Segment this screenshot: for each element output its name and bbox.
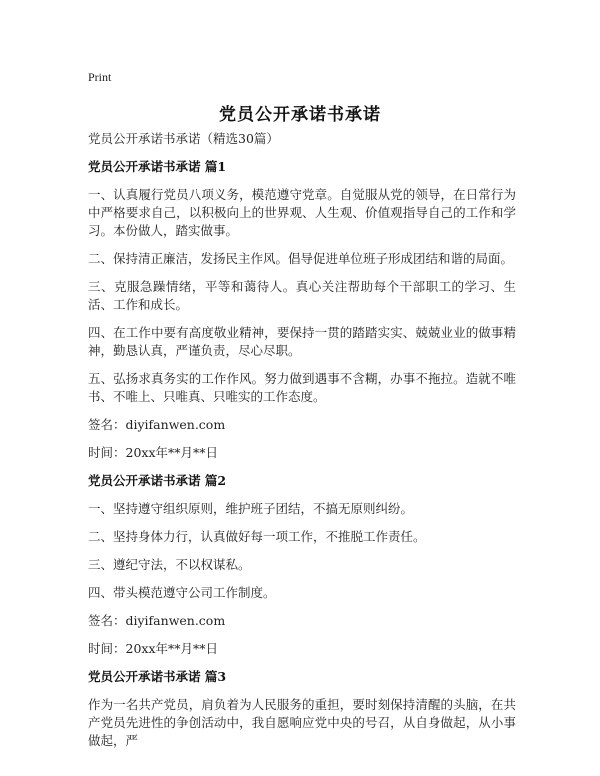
page-title: 党员公开承诺书承诺	[219, 105, 381, 125]
paragraph: 二、坚持身体力行，认真做好每一项工作，不推脱工作责任。	[88, 529, 426, 544]
section-heading: 党员公开承诺书承诺 篇2	[88, 473, 227, 488]
paragraph: 一、坚持遵守组织原则，维护班子团结，不搞无原则纠纷。	[88, 501, 414, 516]
section-1	[88, 158, 516, 462]
paragraph: 四、在工作中要有高度敬业精神，要保持一贯的踏踏实实、兢兢业业的做事精神，勤恳认真，严谨负责，尽心尽职。	[88, 325, 516, 358]
section-heading: 党员公开承诺书承诺 篇1	[88, 159, 227, 174]
paragraph: 一、认真履行党员八项义务，模范遵守党章。自觉服从党的领导，在日常行为中严格要求自己，以积极向上的世界观、人生观、价值观指导自己的工作和学习。本份做人，踏实做事。	[88, 187, 516, 238]
signature-line: 签名：diyifanwen.com	[88, 613, 226, 628]
paragraph: 四、带头模范遵守公司工作制度。	[88, 585, 276, 600]
document-body	[88, 130, 516, 760]
paragraph: 三、克服急躁情绪，平等和蔼待人。真心关注帮助每个干部职工的学习、生活、工作和成长。	[88, 279, 516, 312]
section-2	[88, 472, 516, 658]
date-line: 时间：20xx年**月**日	[88, 445, 219, 460]
signature-line: 签名：diyifanwen.com	[88, 417, 226, 432]
section-3	[88, 668, 516, 750]
paragraph: 五、弘扬求真务实的工作作风。努力做到遇事不含糊，办事不拖拉。造就不唯书、不唯上、只唯真、只唯实的工作态度。	[88, 371, 516, 404]
paragraph: 三、遵纪守法，不以权谋私。	[88, 557, 251, 572]
document-subtitle: 党员公开承诺书承诺（精选30篇）	[88, 131, 279, 146]
print-link[interactable]: Print	[88, 70, 112, 84]
paragraph: 作为一名共产党员，肩负着为人民服务的重担，要时刻保持清醒的头脑，在共产党员先进性的争创活动中，我自愿响应党中央的号召，从自身做起，从小事做起，严	[88, 697, 516, 748]
paragraph: 二、保持清正廉洁，发扬民主作风。倡导促进单位班子形成团结和谐的局面。	[88, 251, 514, 266]
date-line: 时间：20xx年**月**日	[88, 641, 219, 656]
section-heading: 党员公开承诺书承诺 篇3	[88, 669, 227, 684]
